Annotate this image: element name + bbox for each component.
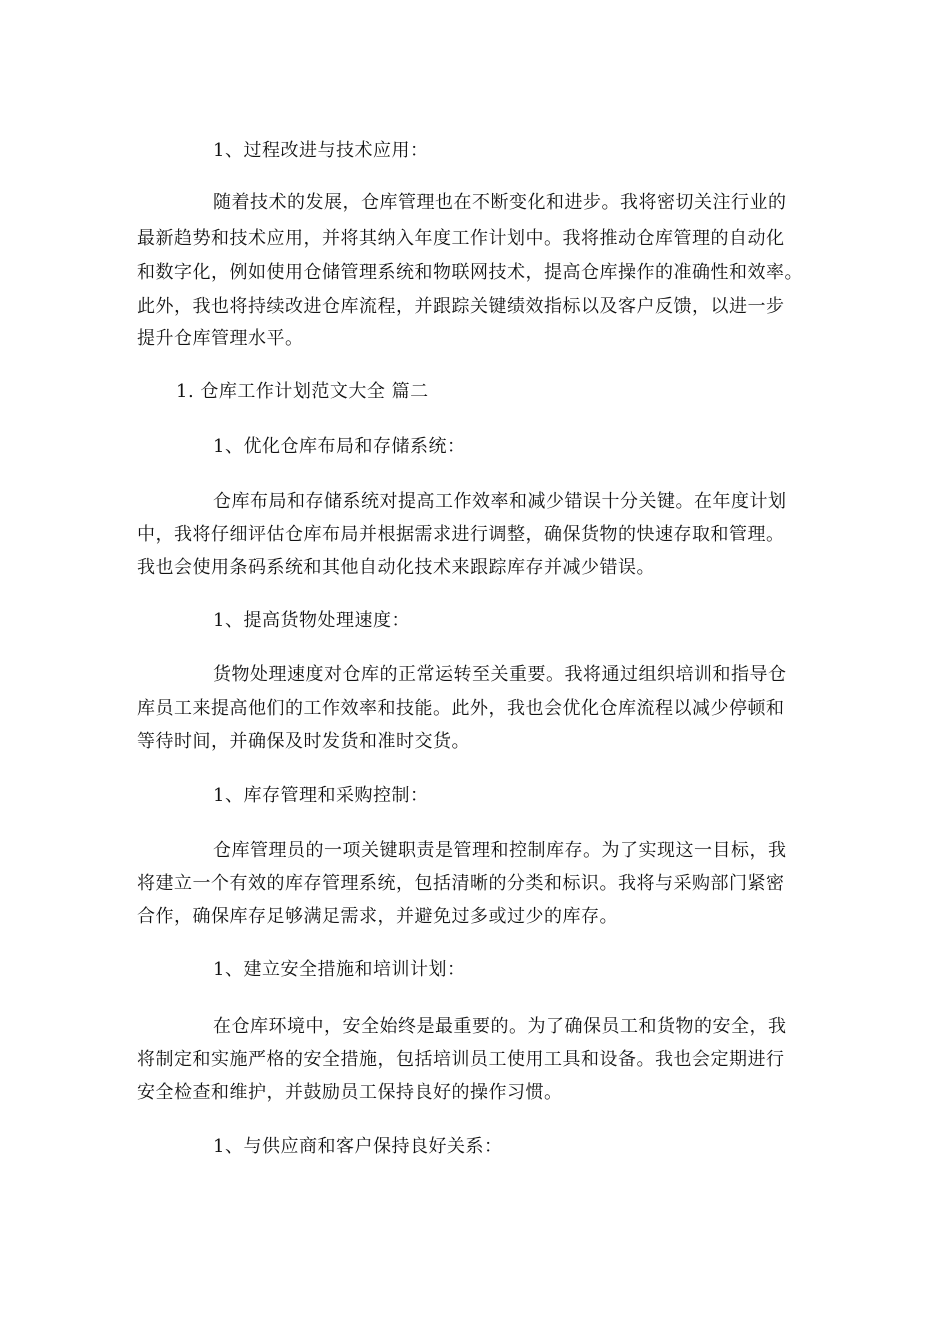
- section-heading: 1、提高货物处理速度：: [213, 610, 410, 631]
- section-heading: 1、库存管理和采购控制：: [213, 785, 429, 806]
- paragraph-line: 将建立一个有效的库存管理系统，包括清晰的分类和标识。我将与采购部门紧密: [137, 873, 785, 894]
- paragraph-line: 中，我将仔细评估仓库布局并根据需求进行调整，确保货物的快速存取和管理。: [137, 524, 785, 545]
- paragraph-line: 合作，确保库存足够满足需求，并避免过多或过少的库存。: [137, 906, 618, 927]
- paragraph-line: 仓库布局和存储系统对提高工作效率和减少错误十分关键。在年度计划: [213, 491, 787, 512]
- paragraph-line: 等待时间，并确保及时发货和准时交货。: [137, 731, 470, 752]
- paragraph-line: 和数字化，例如使用仓储管理系统和物联网技术，提高仓库操作的准确性和效率。: [137, 262, 803, 283]
- section-heading: 1、优化仓库布局和存储系统：: [213, 436, 466, 457]
- paragraph-line: 我也会使用条码系统和其他自动化技术来跟踪库存并减少错误。: [137, 557, 655, 578]
- paragraph-line: 提升仓库管理水平。: [137, 328, 304, 349]
- paragraph-line: 在仓库环境中，安全始终是最重要的。为了确保员工和货物的安全，我: [213, 1016, 787, 1037]
- paragraph-line: 将制定和实施严格的安全措施，包括培训员工使用工具和设备。我也会定期进行: [137, 1049, 785, 1070]
- section-heading: 1、建立安全措施和培训计划：: [213, 959, 466, 980]
- paragraph-line: 此外，我也将持续改进仓库流程，并跟踪关键绩效指标以及客户反馈，以进一步: [137, 296, 785, 317]
- paragraph-line: 最新趋势和技术应用，并将其纳入年度工作计划中。我将推动仓库管理的自动化: [137, 228, 785, 249]
- section-heading: 1、过程改进与技术应用：: [213, 140, 429, 161]
- paragraph-line: 仓库管理员的一项关键职责是管理和控制库存。为了实现这一目标，我: [213, 840, 787, 861]
- paragraph-line: 随着技术的发展，仓库管理也在不断变化和进步。我将密切关注行业的: [213, 192, 787, 213]
- part-title: 1. 仓库工作计划范文大全 篇二: [176, 381, 429, 402]
- section-heading: 1、与供应商和客户保持良好关系：: [213, 1136, 503, 1157]
- paragraph-line: 库员工来提高他们的工作效率和技能。此外，我也会优化仓库流程以减少停顿和: [137, 698, 785, 719]
- paragraph-line: 货物处理速度对仓库的正常运转至关重要。我将通过组织培训和指导仓: [213, 664, 787, 685]
- paragraph-line: 安全检查和维护，并鼓励员工保持良好的操作习惯。: [137, 1082, 563, 1103]
